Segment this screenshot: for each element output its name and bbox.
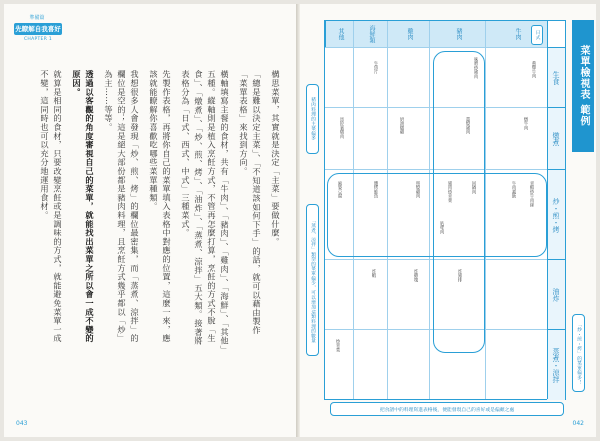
col-header-seafood: 海鮮類 (353, 21, 388, 47)
row-header-fried: 油炸 (547, 259, 565, 330)
table-cell: 青椒炒牛肉絲 (529, 181, 534, 207)
paragraph-1: 構思菜單，其實就是決定「主菜」要做什麼。 (271, 70, 281, 246)
table-cell: 薑燒豬肉 (465, 117, 470, 135)
table-cell: 鹽烤鮭魚 (373, 181, 378, 199)
table-cell: 奶油燉雞 (399, 117, 404, 135)
table-cell: 生魚片 (373, 61, 378, 74)
body-text (12, 70, 282, 350)
note-footer: 把食譜中的料理寫進表格後，便能發現自己的喜好或是偏頗之處 (330, 402, 564, 416)
table-cell: 回鍋肉 (471, 181, 476, 194)
chapter-label: CHAPTER 1 (23, 37, 53, 42)
table-cell: 燉牛肉 (523, 117, 528, 130)
table-cell: 牛肉蓋飯 (511, 181, 516, 199)
page-number-right: 042 (572, 420, 584, 427)
row-header-stirfry: 炒・煎・烤 (547, 169, 565, 260)
col-header-pork: 豬肉 (429, 21, 486, 47)
row-header-stew: 燉煮 (547, 107, 565, 170)
table-cell: 炸豬排 (457, 269, 462, 282)
table-cell: 蔥爆牛肉 (531, 61, 536, 79)
table-cell: 照燒雞肉 (415, 181, 420, 199)
note-top: 豬肉料理的主菜偏多 (306, 84, 319, 154)
paragraph-7: 就算是相同的食材，只要改變烹飪或是調味的方式，就能避免菜單一成不變，這同時也可以充分地運用食材。 (40, 70, 63, 343)
table-cell: 咕咾肉 (439, 221, 444, 234)
chapter-badge (14, 14, 62, 52)
col-header-other: 其他 (325, 21, 354, 47)
highlight-oval-stirfry (327, 173, 547, 257)
paragraph-5: 我想很多人會發現「炒、煎、烤」的欄位最密集，而「蒸煮、涼拌」的欄位是空的；這是絕大部份都是豬肉料理，且烹飪方式幾乎都以「炒」為主……等等。 (104, 70, 140, 343)
row-header-raw: 生食 (547, 47, 565, 108)
menu-check-table (324, 20, 566, 400)
highlight-paragraph: 透過以客觀的角度審視自己的菜單，就能找出菜單之所以會一成不變的原因。 (72, 70, 95, 343)
page-number-left: 043 (16, 420, 28, 427)
row-header-steam: 蒸煮・涼拌 (547, 329, 565, 400)
table-cell: 麻婆豆腐 (337, 181, 342, 199)
right-page (300, 4, 596, 437)
note-bottom: 「炒・煎・烤」的菜單偏多！ (572, 314, 585, 392)
table-cell: 味噌炒豬肉 (473, 57, 478, 79)
left-page (4, 4, 296, 437)
cuisine-label-jp: 日式 (531, 25, 543, 45)
grid-line (547, 21, 548, 399)
table-cell: 炒青菜 (335, 339, 340, 352)
table-cell: 豬肉炒青菜 (447, 181, 452, 203)
paragraph-3: 橫軸填寫主餐的食材，共有「牛肉」、「豬肉」、「雞肉」、「海鮮」、「其他」五種。縱軸則是植入烹飪方式，不管再怎麼打算，烹飪的方式不脫「生食」、「燉煮」、「炒、煎、烤」、「油炸」、「蒸煮、涼拌」五大類。接著將表格分為「日式、西式、中式」三種菜式。 (181, 70, 230, 350)
table-cell: 馬鈴薯燉肉 (339, 117, 344, 139)
table-cell: 炸蝦 (371, 269, 376, 278)
col-header-chicken: 雞肉 (387, 21, 430, 47)
table-cell: 炸雞塊 (413, 269, 418, 282)
chapter-title: 先瞭解自我喜好 (15, 25, 61, 33)
paragraph-4: 先製作表格，再將你自己的菜單填入表格中對應的位置，這麼一來，應該就能瞭解你喜歡吃哪些菜單種類。 (149, 70, 172, 343)
table-title: 菜單檢視表 範例 (572, 20, 594, 152)
paragraph-2: 「總是難以決定主菜」、「不知道該如何下手」的話，就可以藉由製作「菜單表格」來找到方向。 (239, 70, 262, 335)
grid-line (325, 47, 547, 48)
col-header-beef: 牛肉 (485, 21, 548, 47)
note-middle: 「蒸煮、涼拌」類型的菜單偏少，可以增加這類料理的數量 (306, 204, 319, 356)
chapter-tag: 準備篇 (29, 15, 45, 21)
